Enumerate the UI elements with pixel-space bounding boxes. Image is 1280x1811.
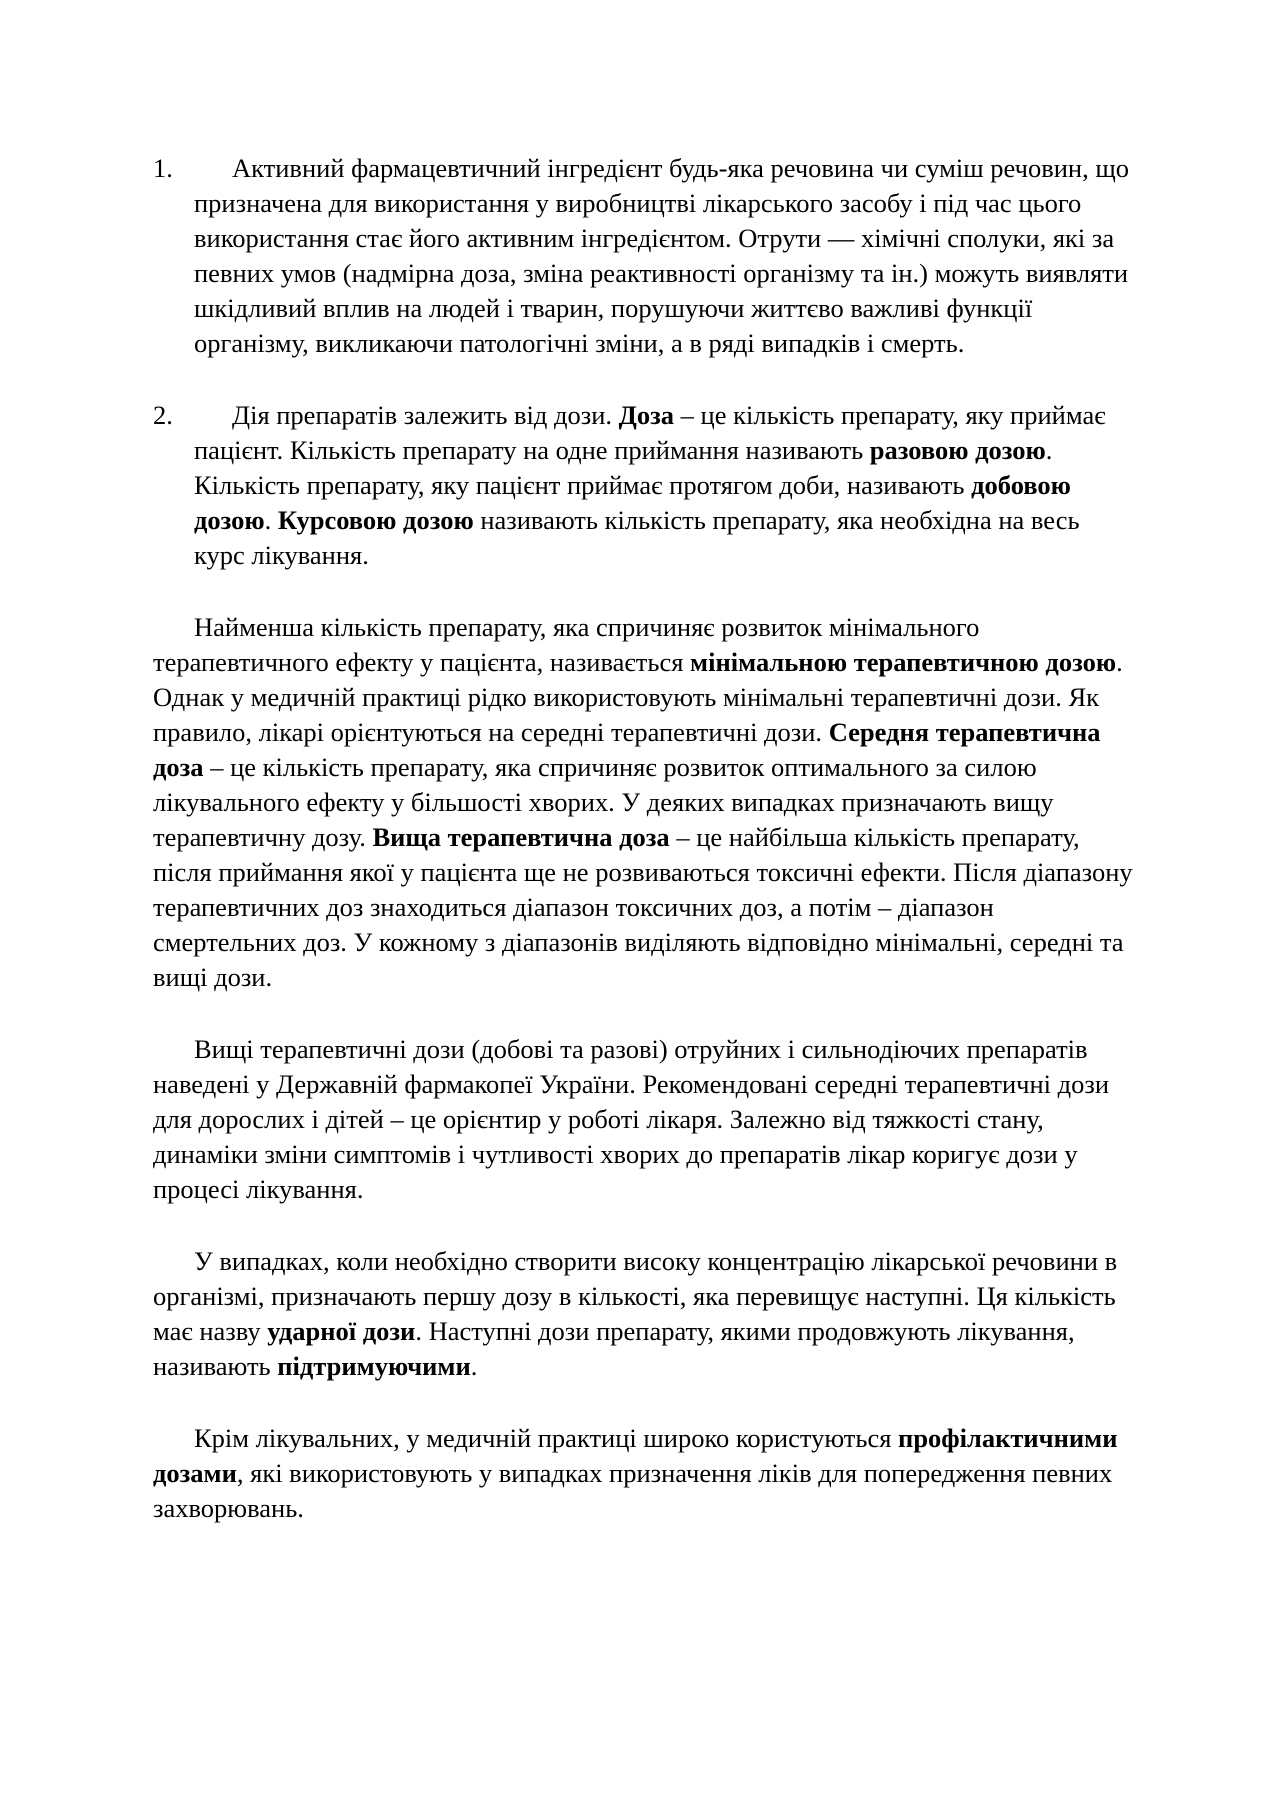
text-run: – це кількість препарату, яка спричиняє розвиток оптимального за силою лікувального ефекту у більшості хворих. У деяких випадках призначають вищу терапевтичну дозу. xyxy=(153,752,1054,852)
text-run: . Однак у медичній практиці рідко використовують мінімальні терапевтичні дози. Як правило, лікарі орієнтуються на середні терапевтичні дози. xyxy=(153,647,1123,747)
term-average-dose: Середня терапевтична доза xyxy=(153,717,1101,782)
spacer xyxy=(153,1207,1133,1244)
term-doza: Доза xyxy=(618,400,675,430)
paragraph-loading-dose xyxy=(153,1244,1133,1384)
text-run: Найменша кількість препарату, яка спричиняє розвиток мінімального терапевтичного ефекту у пацієнта, називається xyxy=(153,612,980,677)
spacer xyxy=(153,1384,1133,1421)
term-maintenance: підтримуючими xyxy=(277,1351,471,1381)
text-run: – це найбільша кількість препарату, після приймання якої у пацієнта ще не розвиваються токсичні ефекти. Після діапазону терапевтичних доз знаходиться діапазон токсичних доз, а потім – діапазон смертельних доз. У кожному з діапазонів виділяють відповідно мінімальні, середні та вищі дози. xyxy=(153,822,1133,992)
text-run: У випадках, коли необхідно створити високу концентрацію лікарської речовини в організмі, призначають першу дозу в кількості, яка перевищує наступні. Ця кількість має назву xyxy=(153,1246,1118,1346)
text-run: . Кількість препарату, яку пацієнт приймає протягом доби, називають xyxy=(194,435,1053,500)
list-item-text: Активний фармацевтичний інгредієнт будь-яка речовина чи суміш речовин, що призначена для використання у виробництві лікарського засобу і під час цього використання стає його активним інгредієнтом. Отрути — хімічні сполуки, які за певних умов (надмірна доза, зміна реактивності організму та ін.) можуть виявляти шкідливий вплив на людей і тварин, порушуючи життєво важливі функції організму, викликаючи патологічні зміни, а в ряді випадків і смерть. xyxy=(194,153,1129,358)
document-body xyxy=(153,151,1133,1526)
term-kursova-doza: Курсовою дозою xyxy=(277,505,474,535)
text-run: , які використовують у випадках призначення ліків для попередження певних захворювань. xyxy=(153,1458,1113,1523)
list-number: 2. xyxy=(153,400,173,430)
text-run: Крім лікувальних, у медичній практиці широко користуються xyxy=(194,1423,899,1453)
paragraph-therapeutic-doses xyxy=(153,610,1133,995)
list-item-1 xyxy=(153,151,1133,361)
list-item-2 xyxy=(153,398,1133,573)
list-number: 1. xyxy=(153,153,173,183)
text-run: – це кількість препарату, яку приймає пацієнт. Кількість препарату на одне приймання називають xyxy=(194,400,1106,465)
term-highest-dose: Вища терапевтична доза xyxy=(372,822,670,852)
text-run: . xyxy=(470,1351,478,1381)
term-loading-dose: ударної дози xyxy=(267,1316,416,1346)
paragraph-pharmacopoeia: Вищі терапевтичні дози (добові та разові) отруйних і сильнодіючих препаратів наведені у Державній фармакопеї України. Рекомендовані середні терапевтичні дози для дорослих і дітей – це орієнтир у роботі лікаря. Залежно від тяжкості стану, динаміки зміни симптомів і чутливості хворих до препаратів лікар коригує дози у процесі лікування. xyxy=(153,1034,1110,1204)
text-run: називають кількість препарату, яка необхідна на весь курс лікування. xyxy=(194,505,1080,570)
spacer xyxy=(153,995,1133,1032)
term-dobova-doza: добовою дозою xyxy=(194,470,1071,535)
text-run: . Наступні дози препарату, якими продовжують лікування, називають xyxy=(153,1316,1075,1381)
spacer xyxy=(153,361,1133,398)
term-razova-doza: разовою дозою xyxy=(869,435,1046,465)
term-minimal-dose: мінімальною терапевтичною дозою xyxy=(690,647,1117,677)
text-run: . xyxy=(264,505,278,535)
paragraph-prophylactic xyxy=(153,1421,1133,1526)
list-item-text xyxy=(194,398,1133,573)
text-run: Дія препаратів залежить від дози. xyxy=(232,400,619,430)
term-prophylactic-dose: профілактичними дозами xyxy=(153,1423,1118,1488)
spacer xyxy=(153,573,1133,610)
